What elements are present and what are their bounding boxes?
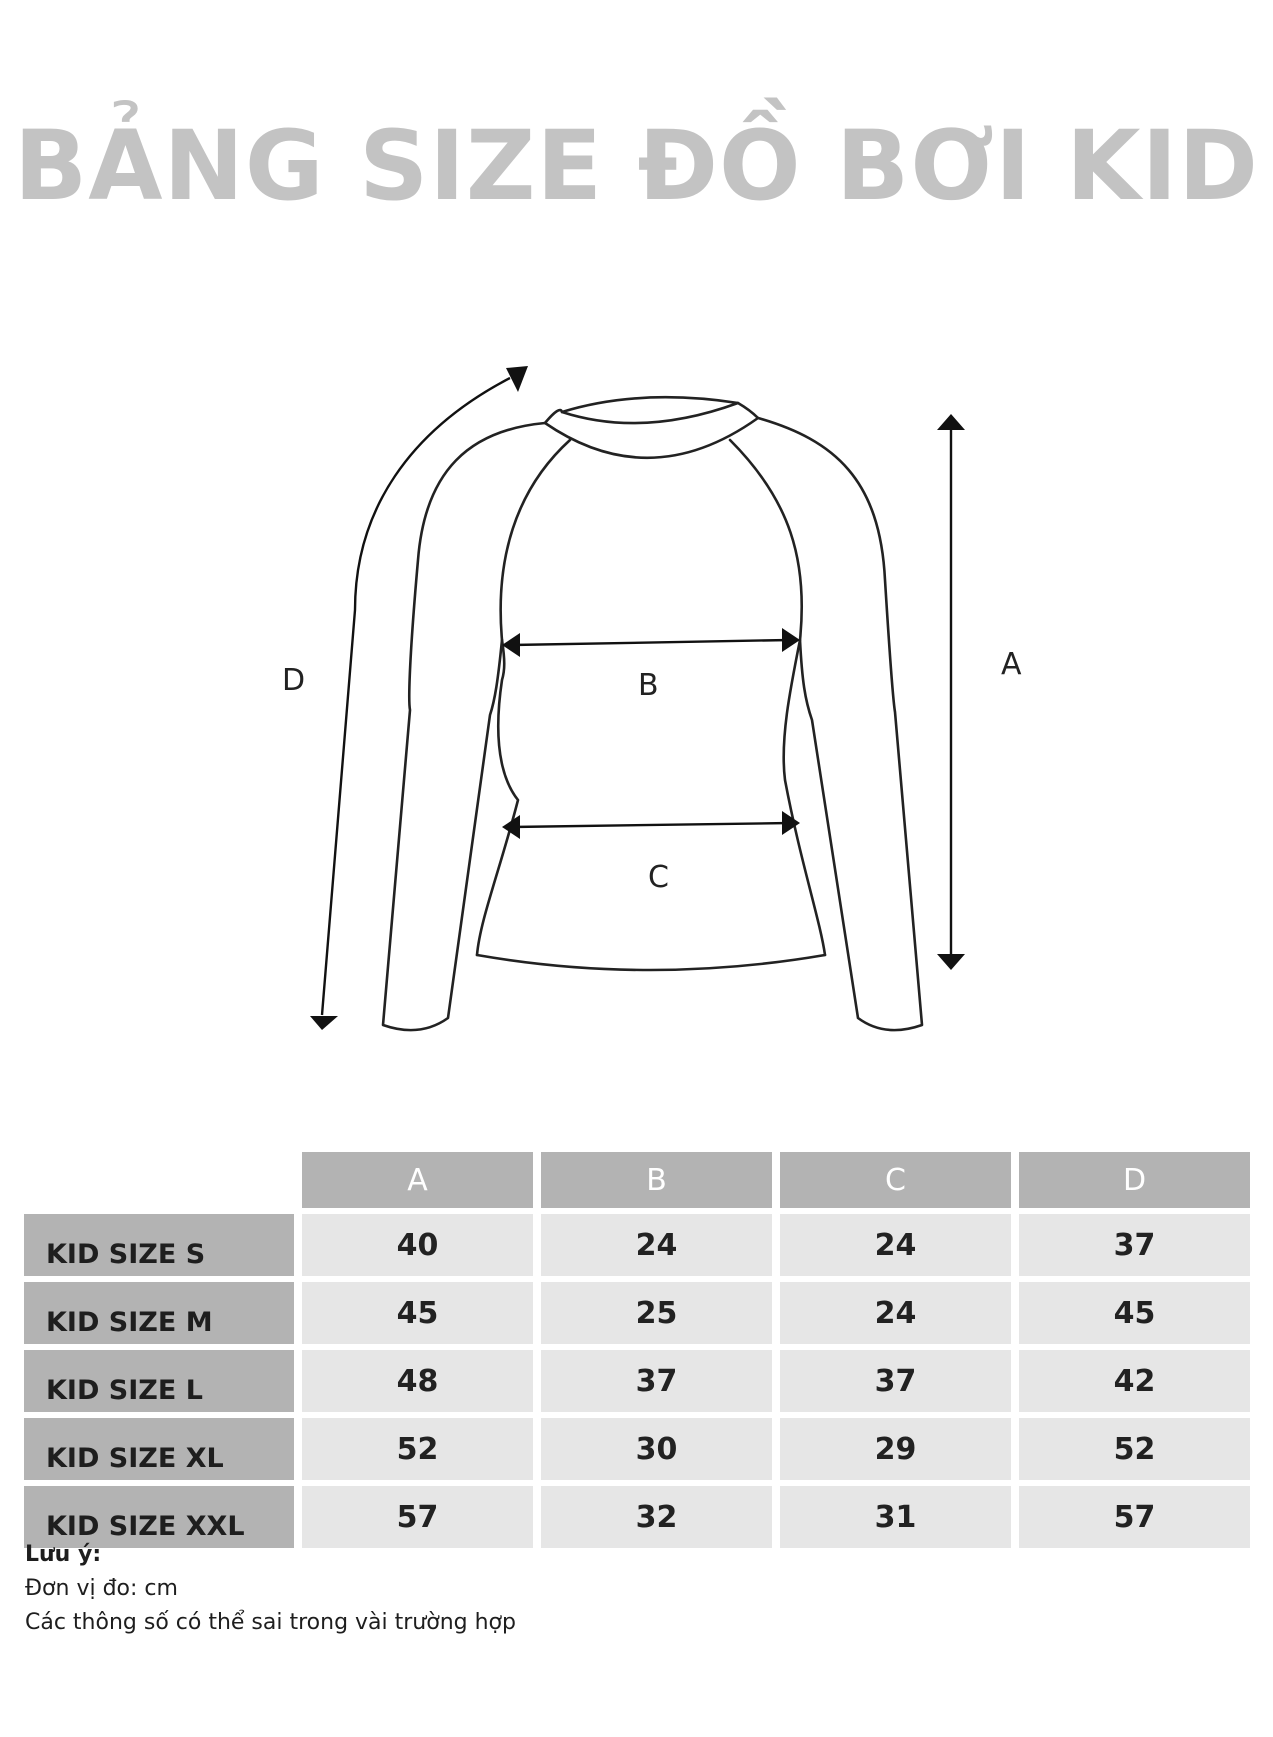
cell-value: 48 bbox=[302, 1350, 533, 1412]
cell-value: 24 bbox=[780, 1214, 1011, 1276]
page-title: BẢNG SIZE ĐỒ BƠI KID bbox=[14, 110, 1259, 222]
arrow-d-head-bottom bbox=[310, 1016, 338, 1030]
diagram-label-d: D bbox=[282, 663, 306, 698]
cell-value: 30 bbox=[541, 1418, 772, 1480]
cell-value: 40 bbox=[302, 1214, 533, 1276]
arrow-c-line bbox=[512, 823, 790, 827]
row-label: KID SIZE L bbox=[24, 1350, 294, 1412]
hem bbox=[477, 955, 825, 970]
notes-label: Lưu ý: bbox=[25, 1542, 102, 1567]
cell-value: 25 bbox=[541, 1282, 772, 1344]
row-label: KID SIZE XL bbox=[24, 1418, 294, 1480]
cell-value: 57 bbox=[302, 1486, 533, 1548]
right-raglan bbox=[730, 440, 825, 955]
column-header-a: A bbox=[302, 1152, 533, 1208]
cell-value: 45 bbox=[1019, 1282, 1250, 1344]
cell-value: 29 bbox=[780, 1418, 1011, 1480]
arrow-c-head-left bbox=[502, 815, 520, 839]
cell-value: 37 bbox=[541, 1350, 772, 1412]
cell-value: 42 bbox=[1019, 1350, 1250, 1412]
cell-value: 31 bbox=[780, 1486, 1011, 1548]
cell-value: 52 bbox=[302, 1418, 533, 1480]
cell-value: 37 bbox=[780, 1350, 1011, 1412]
diagram-label-b: B bbox=[638, 668, 659, 703]
column-header-c: C bbox=[780, 1152, 1011, 1208]
row-label: KID SIZE XXL bbox=[24, 1486, 294, 1548]
collar-outline bbox=[562, 397, 738, 423]
notes-unit: Đơn vị đo: cm bbox=[25, 1576, 178, 1601]
cell-value: 57 bbox=[1019, 1486, 1250, 1548]
rash-guard-diagram bbox=[0, 340, 1273, 1060]
column-header-b: B bbox=[541, 1152, 772, 1208]
notes bbox=[25, 1538, 516, 1640]
table-row bbox=[24, 1350, 1250, 1412]
table-corner bbox=[24, 1152, 294, 1208]
left-raglan bbox=[477, 440, 570, 955]
size-table bbox=[16, 1146, 1258, 1554]
table-header-row bbox=[24, 1152, 1250, 1208]
row-label: KID SIZE S bbox=[24, 1214, 294, 1276]
left-sleeve-outer bbox=[383, 423, 545, 1030]
cell-value: 37 bbox=[1019, 1214, 1250, 1276]
diagram-label-c: C bbox=[648, 860, 669, 895]
arrow-d-line bbox=[322, 378, 510, 1015]
table-row bbox=[24, 1418, 1250, 1480]
notes-disclaimer: Các thông số có thể sai trong vài trường hợp bbox=[25, 1610, 516, 1635]
arrow-a-head-bottom bbox=[937, 954, 965, 970]
table-row bbox=[24, 1282, 1250, 1344]
arrow-b-line bbox=[512, 640, 790, 645]
cell-value: 32 bbox=[541, 1486, 772, 1548]
cell-value: 45 bbox=[302, 1282, 533, 1344]
row-label: KID SIZE M bbox=[24, 1282, 294, 1344]
collar-bottom bbox=[545, 418, 758, 458]
column-header-d: D bbox=[1019, 1152, 1250, 1208]
diagram-label-a: A bbox=[1001, 647, 1022, 682]
cell-value: 24 bbox=[541, 1214, 772, 1276]
table-row bbox=[24, 1214, 1250, 1276]
cell-value: 24 bbox=[780, 1282, 1011, 1344]
arrow-a-head-top bbox=[937, 414, 965, 430]
cell-value: 52 bbox=[1019, 1418, 1250, 1480]
